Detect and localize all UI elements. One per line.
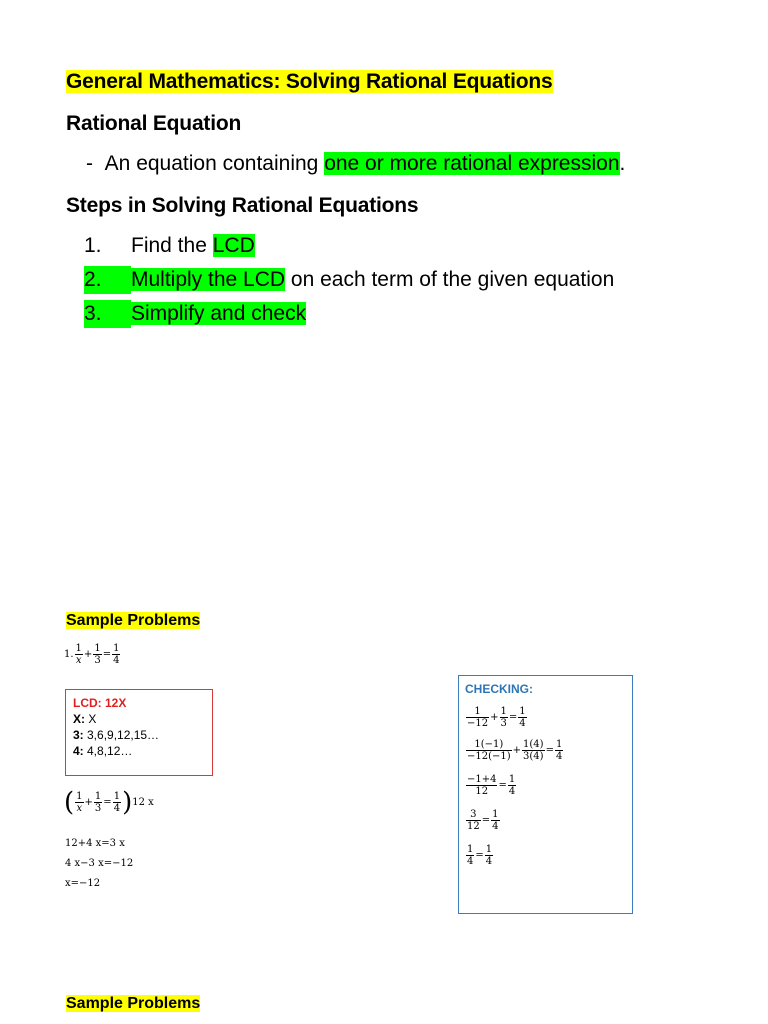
check-line: $\frac{1}{-12}$ + $\frac{1}{3}$ = $\frac{1}{4}$ (467, 706, 526, 729)
step-text: Find the (131, 234, 213, 257)
lcd-heading: LCD: 12X (73, 696, 127, 710)
check-line: $\frac{-1+4}{12}$ = $\frac{1}{4}$ (467, 774, 516, 797)
step-item (84, 300, 306, 328)
step-text-post: on each term of the given equation (285, 268, 615, 291)
step-highlight: Multiply the LCD (131, 268, 286, 291)
step-highlight: Simplify and check (131, 302, 307, 325)
step-number: 2. (84, 266, 131, 294)
lcd-row: X: X (73, 712, 97, 726)
solution-line: x=−12 (65, 878, 101, 889)
rational-equation-heading: Rational Equation (66, 112, 242, 135)
sample-problems-heading-2: Sample Problems (66, 995, 201, 1012)
fraction: $\frac{1}{x}$ (75, 643, 82, 666)
step-number: 1. (84, 234, 102, 257)
lcd-box (65, 689, 213, 776)
check-line: $\frac{3}{12}$ = $\frac{1}{4}$ (467, 809, 499, 832)
check-line: $\frac{1}{4}$ = $\frac{1}{4}$ (467, 844, 493, 867)
fraction: $\frac{1}{3}$ (94, 643, 101, 666)
sample-problems-heading: Sample Problems (66, 612, 201, 629)
steps-heading: Steps in Solving Rational Equations (66, 194, 419, 217)
multiply-equation: ( $\frac{1}{x}$ + $\frac{1}{3}$ = $\frac{1}{4}$ )12 x (64, 787, 154, 818)
solution-line: 12+4 x=3 x (65, 838, 125, 849)
fraction: $\frac{1}{x}$ (76, 791, 83, 814)
definition-period: . (619, 152, 626, 175)
fraction: $\frac{1}{4}$ (113, 643, 120, 666)
solution-line: 4 x−3 x=−12 (65, 858, 134, 869)
step-highlight: LCD (212, 234, 255, 257)
definition-bullet: - (86, 152, 93, 175)
check-line: $\frac{1(-1)}{-12(-1)}$ + $\frac{1(4)}{3(4)}$ = $\frac{1}{4}$ (467, 739, 563, 762)
definition-text: An equation containing (104, 152, 325, 175)
fraction: $\frac{1}{3}$ (94, 791, 102, 814)
definition-highlight: one or more rational expression (324, 152, 620, 175)
problem-equation: 1. $\frac{1}{x}$ + $\frac{1}{3}$ = $\frac{1}{4}$ (64, 643, 120, 666)
step-item (84, 266, 614, 294)
lcd-row: 3: 3,6,9,12,15… (73, 728, 160, 742)
page-title: General Mathematics: Solving Rational Equations (66, 70, 553, 93)
lcd-row: 4: 4,8,12… (73, 744, 133, 758)
checking-heading: CHECKING: (465, 682, 533, 696)
solution-lines (65, 834, 133, 894)
fraction: $\frac{1}{4}$ (113, 791, 121, 814)
rational-definition (86, 150, 625, 178)
checking-box (458, 675, 633, 914)
step-number: 3. (84, 300, 131, 328)
step-item (84, 232, 255, 260)
